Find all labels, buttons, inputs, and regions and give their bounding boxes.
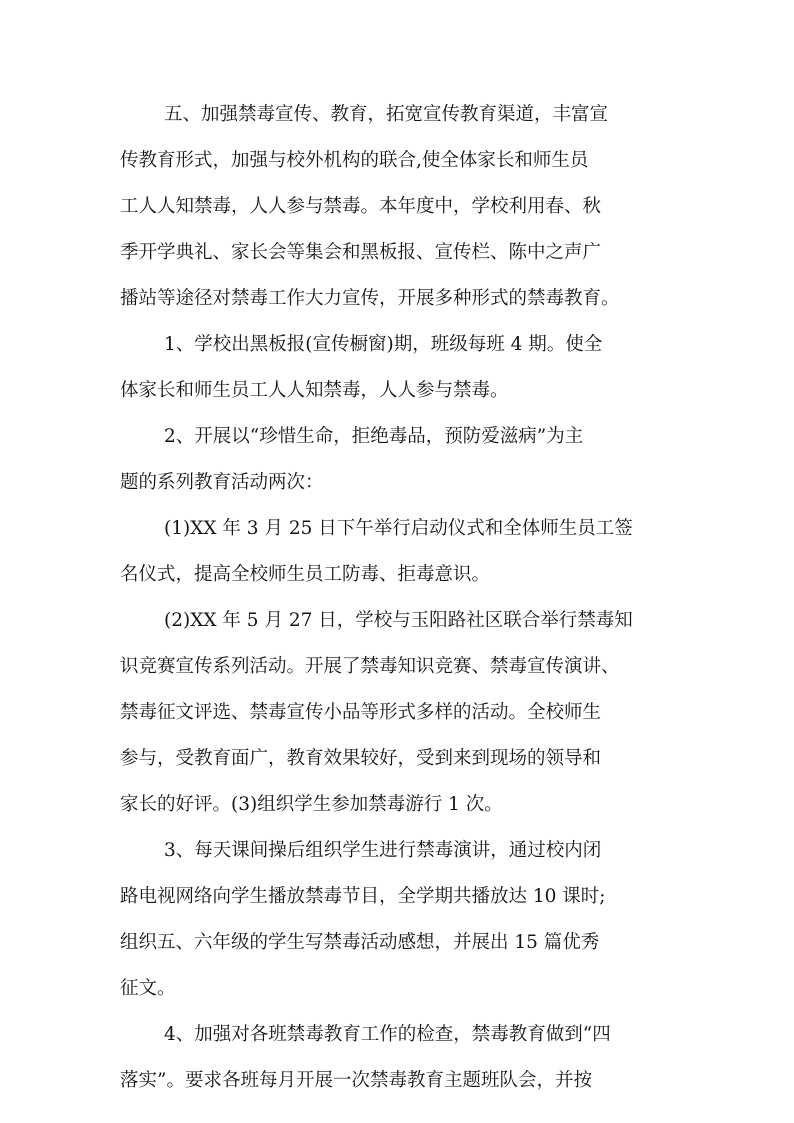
- subitem-2-line-5: 家长的好评。(3)组织学生参加禁毒游行 1 次。: [120, 794, 503, 815]
- item-3-line-2: 路电视网络向学生播放禁毒节目，全学期共播放达 10 课时;: [120, 886, 606, 907]
- paragraph-5-line-3: 工人人知禁毒，人人参与禁毒。本年度中，学校利用春、秋: [120, 196, 602, 217]
- subitem-2-line-4: 参与，受教育面广，教育效果较好，受到来到现场的领导和: [120, 748, 602, 769]
- subitem-2-line-1: (2)XX 年 5 月 27 日，学校与玉阳路社区联合举行禁毒知: [164, 610, 633, 631]
- item-4-line-2: 落实”。要求各班每月开展一次禁毒教育主题班队会，并按: [120, 1070, 592, 1091]
- subitem-2-line-2: 识竞赛宣传系列活动。开展了禁毒知识竞赛、禁毒宣传演讲、: [120, 656, 620, 677]
- item-3-line-4: 征文。: [120, 978, 176, 999]
- item-4-line-1: 4、加强对各班禁毒教育工作的检查，禁毒教育做到“四: [164, 1024, 611, 1045]
- subitem-1-line-2: 名仪式，提高全校师生员工防毒、拒毒意识。: [120, 564, 491, 585]
- paragraph-5-line-5: 播站等途径对禁毒工作大力宣传，开展多种形式的禁毒教育。: [120, 288, 620, 309]
- item-2-line-2: 题的系列教育活动两次：: [120, 472, 324, 493]
- item-1-line-1: 1、学校出黑板报(宣传橱窗)期，班级每班 4 期。使全: [164, 334, 603, 355]
- paragraph-5-line-2: 传教育形式，加强与校外机构的联合,使全体家长和师生员: [120, 150, 589, 171]
- paragraph-5-line-4: 季开学典礼、家长会等集会和黑板报、宣传栏、陈中之声广: [120, 242, 602, 263]
- item-3-line-3: 组织五、六年级的学生写禁毒活动感想，并展出 15 篇优秀: [120, 932, 600, 953]
- item-3-line-1: 3、每天课间操后组织学生进行禁毒演讲，通过校内闭: [164, 840, 602, 861]
- subitem-1-line-1: (1)XX 年 3 月 25 日下午举行启动仪式和全体师生员工签: [164, 518, 633, 539]
- subitem-2-line-3: 禁毒征文评选、禁毒宣传小品等形式多样的活动。全校师生: [120, 702, 602, 723]
- item-1-line-2: 体家长和师生员工人人知禁毒，人人参与禁毒。: [120, 380, 509, 401]
- paragraph-5-line-1: 五、加强禁毒宣传、教育，拓宽宣传教育渠道，丰富宣: [164, 104, 609, 125]
- item-2-line-1: 2、开展以“珍惜生命，拒绝毒品，预防爱滋病”为主: [164, 426, 584, 447]
